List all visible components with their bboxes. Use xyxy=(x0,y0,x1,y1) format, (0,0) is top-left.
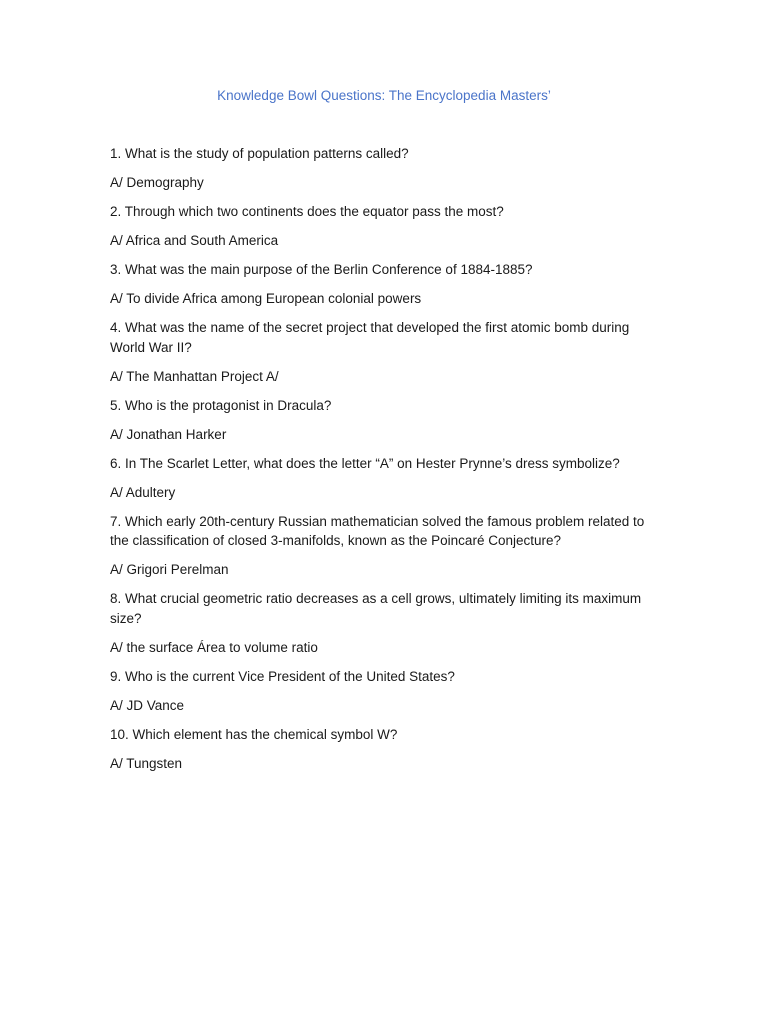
question-3: 3. What was the main purpose of the Berlin Conference of 1884-1885? xyxy=(110,262,533,277)
question-5: 5. Who is the protagonist in Dracula? xyxy=(110,397,332,413)
answer-10: A/ Tungsten xyxy=(110,755,183,771)
question-2: 2. Through which two continents does the equator pass the most? xyxy=(110,204,504,219)
answer-2: A/ Africa and South America xyxy=(110,233,279,248)
answer-7: A/ Grigori Perelman xyxy=(110,562,229,577)
document-title: Knowledge Bowl Questions: The Encyclopedia Masters’ xyxy=(217,88,551,103)
question-8: 8. What crucial geometric ratio decreases as a cell grows, ultimately limiting its maximum size? xyxy=(110,591,642,626)
question-9: 9. Who is the current Vice President of the United States? xyxy=(110,668,455,684)
answer-1: A/ Demography xyxy=(110,175,204,190)
question-1: 1. What is the study of population patterns called? xyxy=(110,146,409,161)
question-10: 10. Which element has the chemical symbol W? xyxy=(110,726,398,742)
answer-3: A/ To divide Africa among European colonial powers xyxy=(110,291,422,306)
question-4: 4. What was the name of the secret project that developed the first atomic bomb during World War II? xyxy=(110,320,630,355)
question-7: 7. Which early 20th-century Russian mathematician solved the famous problem related to the classification of closed 3-manifolds, known as the Poincaré Conjecture? xyxy=(110,513,645,548)
question-list xyxy=(110,144,655,783)
answer-4: A/ The Manhattan Project A/ xyxy=(110,368,279,384)
answer-8: A/ the surface Área to volume ratio xyxy=(110,639,318,655)
answer-9: A/ JD Vance xyxy=(110,697,185,713)
answer-6: A/ Adultery xyxy=(110,484,176,500)
answer-5: A/ Jonathan Harker xyxy=(110,426,227,442)
question-6: 6. In The Scarlet Letter, what does the letter “A” on Hester Prynne’s dress symbolize? xyxy=(110,455,620,471)
